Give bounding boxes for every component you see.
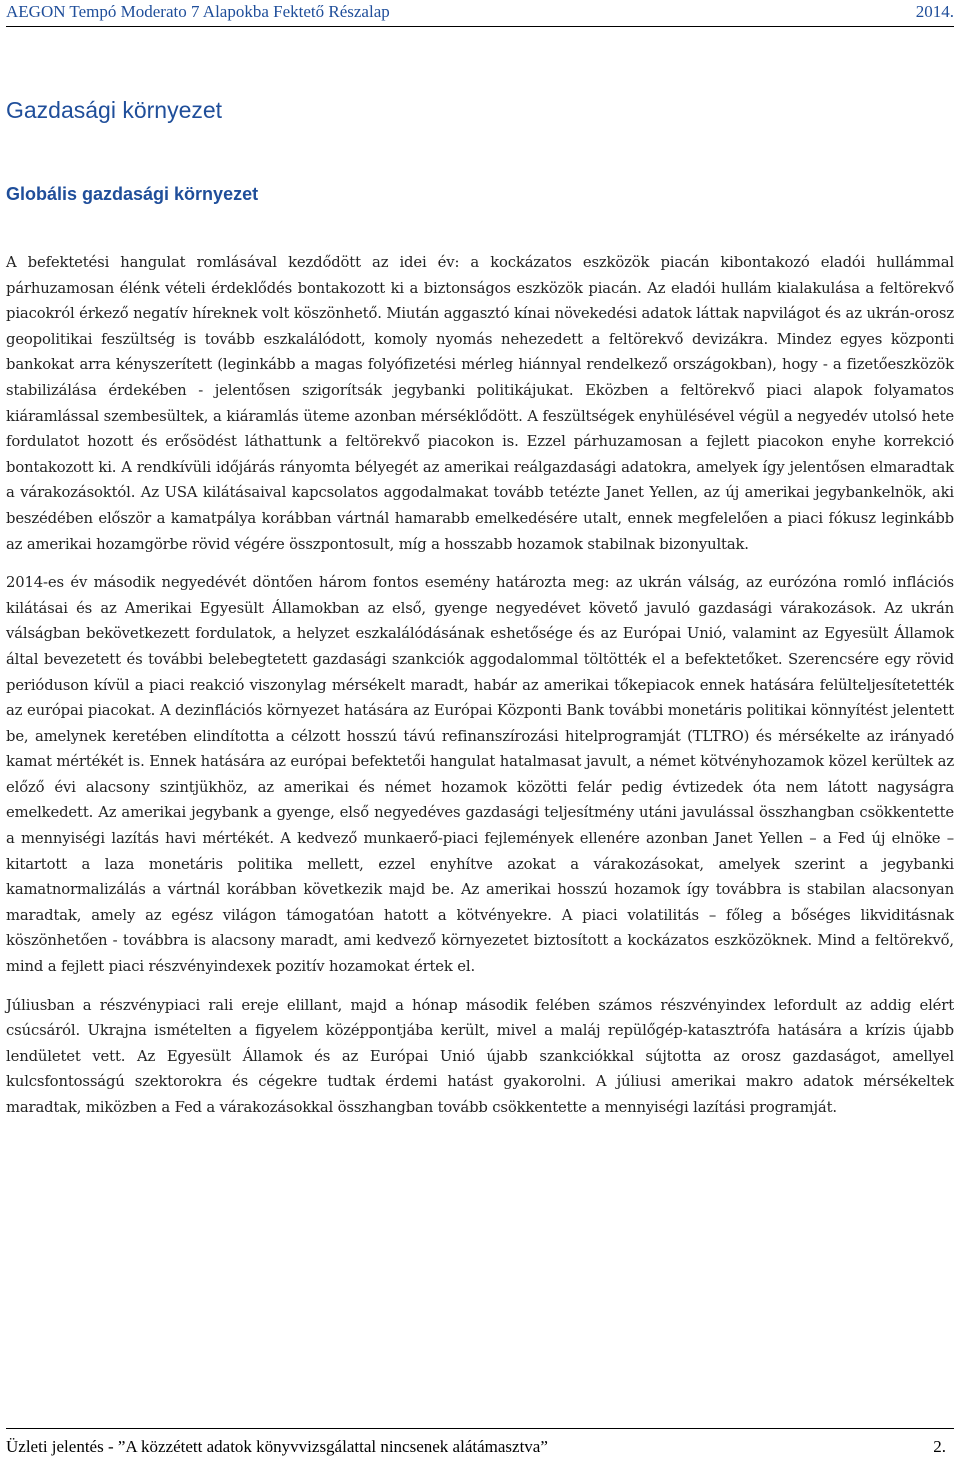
body-text bbox=[6, 250, 954, 1121]
paragraph-2: 2014-es év második negyedévét döntően három fontos esemény határozta meg: az ukrán válság, az eurózóna romló inflációs kilátásai és az Amerikai Egyesült Államokban az első, gyenge negyedévet követő javuló gazdasági várakozások. Az ukrán válságban bekövetkezett fordulatok, a helyzet eszkalálódásának eshetősége és az Európai Unió, valamint az Egyesült Államok által bevezetett és további belebegtetett gazdasági szankciók aggodalommal töltötték el a befektetőket. Szerencsére egy rövid perióduson kívül a piaci reakció viszonylag mérsékelt maradt, habár az amerikai tőkepiacok ennek hatására felülteljesítetették az európai piacokat. A dezinflációs környezet hatására az Európai Központi Bank további monetáris politikai könnyítést jelentett be, amelynek keretében elindította a célzott hosszú távú refinanszírozási hitelprogramját (TLTRO) és mérsékelte az irányadó kamat mértékét is. Ennek hatására az európai befektetői hangulat hatalmasat javult, a német kötvényhozamok közel kerültek az előző évi alacsony szintjükhöz, az amerikai és német hozamok közötti felár pedig évtizedek óta nem látott nagyságra emelkedett. Az amerikai jegybank a gyenge, első negyedéves gazdasági teljesítmény utáni javulással összhangban csökkentette a mennyiségi lazítás havi mértékét. A kedvező munkaerő-piaci fejlemények ellenére azonban Janet Yellen – a Fed új elnöke – kitartott a laza monetáris politika mellett, ezzel enyhítve azokat a várakozásokat, amelyek szerint a jegybanki kamatnormalizálás a vártnál korábban következik majd be. Az amerikai hosszú hozamok így továbbra is stabilan alacsonyan maradtak, amely az egész világon támogatóan hatott a kötvényekre. A piaci volatilitás – főleg a bőséges likviditásnak köszönhetően - továbbra is alacsony maradt, ami kedvező környezetet biztosított a kockázatos eszközöknek. Mind a feltörekvő, mind a fejlett piaci részvényindexek pozitív hozamokat értek el. bbox=[6, 574, 954, 976]
heading-sub: Globális gazdasági környezet bbox=[6, 184, 259, 204]
page-footer bbox=[6, 1428, 954, 1456]
header-year: 2014. bbox=[915, 2, 954, 21]
page-header bbox=[6, 0, 954, 27]
heading-main: Gazdasági környezet bbox=[6, 97, 223, 123]
paragraph-3: Júliusban a részvénypiaci rali ereje elillant, majd a hónap második felében számos részvényindex lefordult az addig elért csúcsáról. Ukrajna ismételten a figyelem középpontjába került, mivel a maláj repülőgép-katasztrófa hatására a krízis újabb lendületet vett. Az Egyesült Államok és az Európai Unió újabb szankciókkal sújtotta az orosz gazdaságot, amellyel kulcsfontosságú szektorokra és cégekre tudtak érdemi hatást gyakorolni. A júliusi amerikai makro adatok mérsékeltek maradtak, miközben a Fed a várakozásokkal összhangban tovább csökkentette a mennyiségi lazítási programját. bbox=[6, 996, 954, 1116]
page-number: 2. bbox=[933, 1437, 946, 1456]
footer-disclaimer: Üzleti jelentés - ”A közzétett adatok könyvvizsgálattal nincsenek alátámasztva” bbox=[6, 1437, 548, 1456]
paragraph-1: A befektetési hangulat romlásával kezdődött az idei év: a kockázatos eszközök piacán kibontakozó eladói hullámmal párhuzamosan élénk vételi érdeklődés bontakozott ki a biztonságos eszközök piacán. Az eladói hullám kialakulása a feltörekvő piacokról érkező negatív híreknek volt köszönhető. Miután aggasztó kínai növekedési adatok láttak napvilágot és az ukrán-orosz geopolitikai feszültség is tovább eszkalálódott, komoly nyomás nehezedett a feltörekvő devizákra. Mindez egyes központi bankokat arra kényszerített (leginkább a magas folyófizetési mérleg hiánnyal rendelkező országokban), hogy - a fizetőeszközök stabilizálása érdekében - jelentősen szigorítsák jegybanki politikájukat. Eközben a feltörekvő piaci alapok folyamatos kiáramlással szembesültek, a kiáramlás üteme azonban mérséklődött. A feszültségek enyhülésével végül a negyedév utolsó hete fordulatot hozott és erősödést láthattunk a feltörekvő piacokon is. Ezzel párhuzamosan a fejlett piacokon enyhe korrekció bontakozott ki. A rendkívüli időjárás rányomta bélyegét az amerikai reálgazdasági adatokra, amelyek így jelentősen elmaradtak a várakozásoktól. Az USA kilátásaival kapcsolatos aggodalmakat tovább tetézte Janet Yellen, az új amerikai jegybankelnök, aki beszédében először a kamatpálya korábban vártnál hamarabb emelkedésére utalt, ennek megfelelően a piaci fókusz leginkább az amerikai hozamgörbe rövid végére összpontosult, míg a hosszabb hozamok stabilnak bizonyultak. bbox=[6, 254, 954, 553]
header-fund-name: AEGON Tempó Moderato 7 Alapokba Fektető Részalap bbox=[6, 2, 390, 21]
